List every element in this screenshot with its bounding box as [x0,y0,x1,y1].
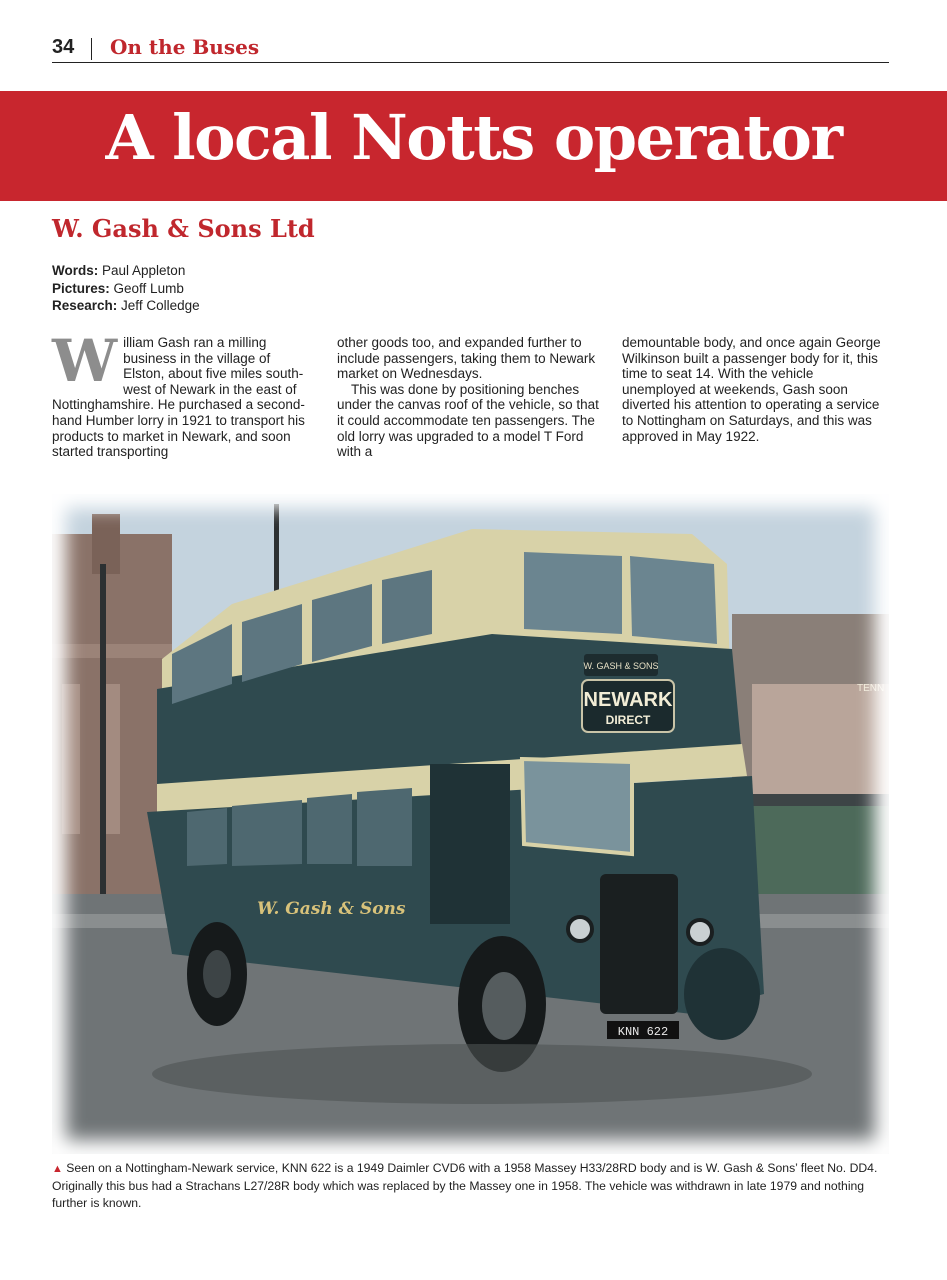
article-title: A local Notts operator [105,101,842,174]
body-column-3 [622,335,884,444]
bus-platform [430,764,510,924]
building-sign: TENN [857,683,885,694]
caption-marker-icon: ▲ [52,1163,63,1175]
credits-block [52,262,200,315]
headlamp-left [568,917,592,941]
destination-text: NEWARK [583,689,673,711]
body-column-1 [52,327,314,460]
credit-pictures: Pictures: Geoff Lumb [52,280,184,296]
caption-text: Seen on a Nottingham-Newark service, KNN 622 is a 1949 Daimler CVD6 with a 1958 Massey H33/28RD body and is W. Gash & Sons’ fleet No. DD4. Originally this bus had a Strachans L27/28R body which was replaced by the Massey one in 1958. The vehicle was withdrawn in late 1979 and nothing further is known. [52,1161,878,1210]
headlamp-right [688,920,712,944]
photo-caption [52,1160,892,1212]
lamp-post [100,564,106,894]
front-window-left [524,552,622,634]
credit-research: Research: Jeff Colledge [52,298,200,313]
bus-photo [52,494,889,1154]
page-number: 34 [52,36,75,58]
article-subtitle: W. Gash & Sons Ltd [52,214,315,243]
body-paragraph: illiam Gash ran a milling business in the village of Elston, about five miles south-west of Newark in the east of Nottinghamshire. He purchased a second-hand Humber lorry in 1921 to transport his products to market in Newark, and soon started transporting [52,335,305,460]
title-banner [0,91,947,201]
body-paragraph: other goods too, and expanded further to include passengers, taking them to Newark market on Wednesdays. [337,335,596,382]
body-paragraph: This was done by positioning benches under the canvas roof of the vehicle, so that it could accommodate ten passengers. The old lorry was upgraded to a model T Ford with a [337,381,599,460]
front-window-right [630,556,717,644]
cab-window [522,759,632,854]
body-column-2 [337,335,599,460]
fleet-name: W. Gash & Sons [257,899,406,919]
bus-shadow [152,1044,812,1104]
registration-text: KNN 622 [617,1025,669,1039]
body-paragraph: demountable body, and once again George Wilkinson built a passenger body for it, this time to seat 14. With the vehicle unemployed at weekends, Gash soon diverted his attention to operating a service to Nottingham on Saturdays, and this was approved in May 1922. [622,335,881,444]
page-header [52,34,889,63]
radiator [600,874,678,1014]
header-divider [91,38,92,60]
destination-subtext: DIRECT [605,713,651,727]
drop-cap: W [52,327,118,395]
operator-blind-text: W. GASH & SONS [583,661,659,671]
section-title: On the Buses [110,35,260,59]
bus-photo-illustration [52,494,889,1154]
credit-words: Words: Paul Appleton [52,263,186,278]
front-wing [684,948,760,1040]
